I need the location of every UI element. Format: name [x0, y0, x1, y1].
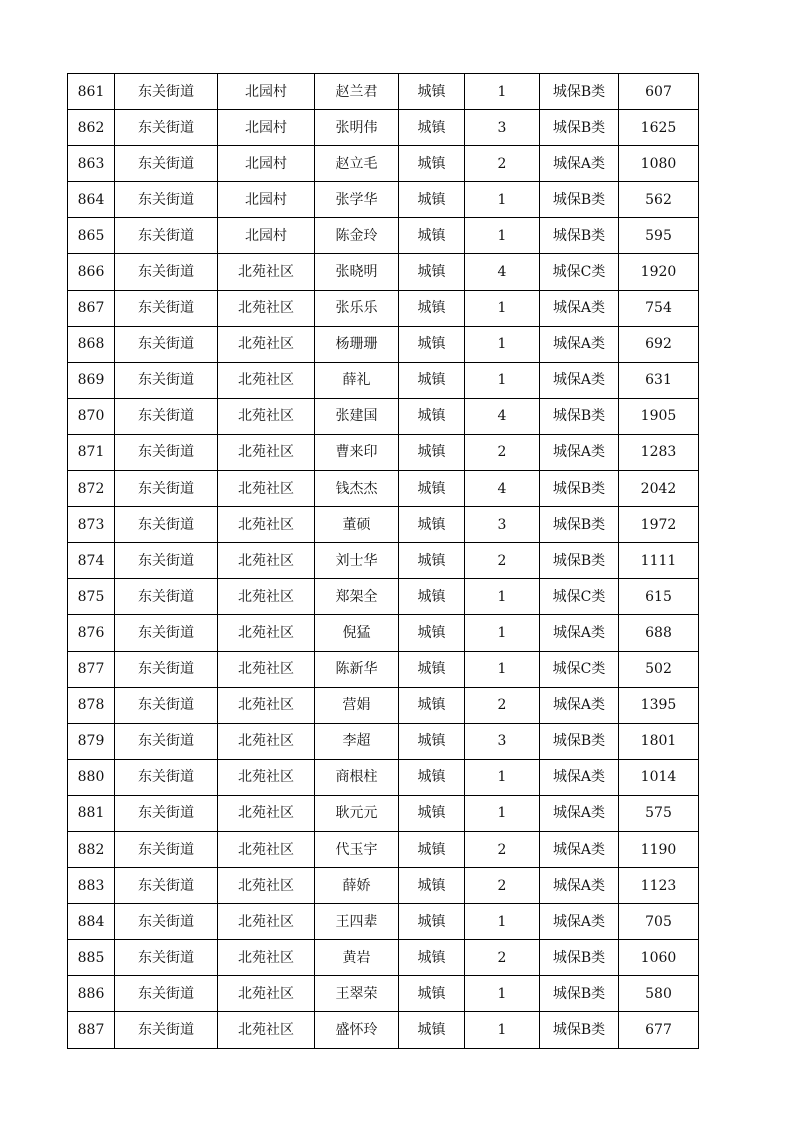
row-number-cell: 874 — [68, 543, 115, 579]
data-table — [67, 73, 699, 1049]
person-name-cell: 薛礼 — [315, 362, 399, 398]
insurance-category-cell: 城保B类 — [540, 1012, 619, 1048]
table-row — [68, 471, 699, 507]
table-row — [68, 398, 699, 434]
area-type-cell: 城镇 — [399, 940, 465, 976]
table-row — [68, 759, 699, 795]
amount-cell: 754 — [619, 290, 699, 326]
amount-cell: 1190 — [619, 831, 699, 867]
street-name-cell: 东关街道 — [115, 831, 218, 867]
household-count-cell: 1 — [465, 290, 540, 326]
amount-cell: 580 — [619, 976, 699, 1012]
insurance-category-cell: 城保A类 — [540, 868, 619, 904]
household-count-cell: 1 — [465, 326, 540, 362]
table-row — [68, 146, 699, 182]
row-number-cell: 885 — [68, 940, 115, 976]
table-row — [68, 940, 699, 976]
community-name-cell: 北苑社区 — [218, 795, 315, 831]
street-name-cell: 东关街道 — [115, 904, 218, 940]
row-number-cell: 886 — [68, 976, 115, 1012]
table-row — [68, 326, 699, 362]
table-row — [68, 904, 699, 940]
amount-cell: 595 — [619, 218, 699, 254]
row-number-cell: 872 — [68, 471, 115, 507]
row-number-cell: 862 — [68, 110, 115, 146]
area-type-cell: 城镇 — [399, 579, 465, 615]
amount-cell: 1123 — [619, 868, 699, 904]
table-row — [68, 182, 699, 218]
amount-cell: 705 — [619, 904, 699, 940]
insurance-category-cell: 城保C类 — [540, 579, 619, 615]
street-name-cell: 东关街道 — [115, 579, 218, 615]
person-name-cell: 薛娇 — [315, 868, 399, 904]
area-type-cell: 城镇 — [399, 146, 465, 182]
person-name-cell: 张明伟 — [315, 110, 399, 146]
person-name-cell: 曹来印 — [315, 434, 399, 470]
area-type-cell: 城镇 — [399, 1012, 465, 1048]
insurance-category-cell: 城保A类 — [540, 831, 619, 867]
community-name-cell: 北园村 — [218, 146, 315, 182]
person-name-cell: 耿元元 — [315, 795, 399, 831]
area-type-cell: 城镇 — [399, 723, 465, 759]
amount-cell: 1905 — [619, 398, 699, 434]
person-name-cell: 张建国 — [315, 398, 399, 434]
person-name-cell: 倪猛 — [315, 615, 399, 651]
community-name-cell: 北苑社区 — [218, 579, 315, 615]
community-name-cell: 北苑社区 — [218, 868, 315, 904]
person-name-cell: 张乐乐 — [315, 290, 399, 326]
household-count-cell: 1 — [465, 1012, 540, 1048]
person-name-cell: 赵兰君 — [315, 74, 399, 110]
insurance-category-cell: 城保A类 — [540, 615, 619, 651]
person-name-cell: 钱杰杰 — [315, 471, 399, 507]
household-count-cell: 1 — [465, 615, 540, 651]
household-count-cell: 2 — [465, 940, 540, 976]
row-number-cell: 882 — [68, 831, 115, 867]
amount-cell: 502 — [619, 651, 699, 687]
household-count-cell: 4 — [465, 471, 540, 507]
table-row — [68, 795, 699, 831]
community-name-cell: 北园村 — [218, 110, 315, 146]
table-row — [68, 507, 699, 543]
household-count-cell: 1 — [465, 182, 540, 218]
community-name-cell: 北苑社区 — [218, 398, 315, 434]
insurance-category-cell: 城保B类 — [540, 110, 619, 146]
insurance-category-cell: 城保A类 — [540, 326, 619, 362]
insurance-category-cell: 城保C类 — [540, 254, 619, 290]
person-name-cell: 盛怀玲 — [315, 1012, 399, 1048]
insurance-category-cell: 城保B类 — [540, 398, 619, 434]
amount-cell: 631 — [619, 362, 699, 398]
street-name-cell: 东关街道 — [115, 507, 218, 543]
community-name-cell: 北苑社区 — [218, 940, 315, 976]
community-name-cell: 北苑社区 — [218, 723, 315, 759]
area-type-cell: 城镇 — [399, 868, 465, 904]
row-number-cell: 878 — [68, 687, 115, 723]
household-count-cell: 1 — [465, 218, 540, 254]
table-body — [68, 74, 699, 1049]
street-name-cell: 东关街道 — [115, 543, 218, 579]
household-count-cell: 2 — [465, 146, 540, 182]
row-number-cell: 864 — [68, 182, 115, 218]
amount-cell: 2042 — [619, 471, 699, 507]
street-name-cell: 东关街道 — [115, 362, 218, 398]
community-name-cell: 北苑社区 — [218, 651, 315, 687]
amount-cell: 1801 — [619, 723, 699, 759]
community-name-cell: 北园村 — [218, 182, 315, 218]
table-row — [68, 254, 699, 290]
household-count-cell: 1 — [465, 976, 540, 1012]
street-name-cell: 东关街道 — [115, 687, 218, 723]
community-name-cell: 北苑社区 — [218, 615, 315, 651]
household-count-cell: 3 — [465, 110, 540, 146]
person-name-cell: 王四辈 — [315, 904, 399, 940]
person-name-cell: 营娟 — [315, 687, 399, 723]
insurance-category-cell: 城保A类 — [540, 434, 619, 470]
street-name-cell: 东关街道 — [115, 218, 218, 254]
street-name-cell: 东关街道 — [115, 976, 218, 1012]
area-type-cell: 城镇 — [399, 904, 465, 940]
street-name-cell: 东关街道 — [115, 1012, 218, 1048]
amount-cell: 1080 — [619, 146, 699, 182]
amount-cell: 607 — [619, 74, 699, 110]
table-row — [68, 831, 699, 867]
household-count-cell: 1 — [465, 362, 540, 398]
amount-cell: 1111 — [619, 543, 699, 579]
amount-cell: 692 — [619, 326, 699, 362]
insurance-category-cell: 城保A类 — [540, 362, 619, 398]
area-type-cell: 城镇 — [399, 651, 465, 687]
person-name-cell: 刘士华 — [315, 543, 399, 579]
table-row — [68, 543, 699, 579]
street-name-cell: 东关街道 — [115, 940, 218, 976]
street-name-cell: 东关街道 — [115, 398, 218, 434]
community-name-cell: 北苑社区 — [218, 254, 315, 290]
community-name-cell: 北苑社区 — [218, 507, 315, 543]
community-name-cell: 北苑社区 — [218, 471, 315, 507]
household-count-cell: 4 — [465, 254, 540, 290]
amount-cell: 1014 — [619, 759, 699, 795]
table-row — [68, 868, 699, 904]
household-count-cell: 2 — [465, 831, 540, 867]
row-number-cell: 863 — [68, 146, 115, 182]
row-number-cell: 884 — [68, 904, 115, 940]
person-name-cell: 赵立毛 — [315, 146, 399, 182]
row-number-cell: 867 — [68, 290, 115, 326]
row-number-cell: 861 — [68, 74, 115, 110]
household-count-cell: 1 — [465, 795, 540, 831]
row-number-cell: 873 — [68, 507, 115, 543]
area-type-cell: 城镇 — [399, 507, 465, 543]
community-name-cell: 北园村 — [218, 74, 315, 110]
community-name-cell: 北园村 — [218, 218, 315, 254]
household-count-cell: 2 — [465, 687, 540, 723]
area-type-cell: 城镇 — [399, 74, 465, 110]
table-row — [68, 615, 699, 651]
row-number-cell: 887 — [68, 1012, 115, 1048]
amount-cell: 1395 — [619, 687, 699, 723]
street-name-cell: 东关街道 — [115, 254, 218, 290]
insurance-category-cell: 城保A类 — [540, 795, 619, 831]
community-name-cell: 北苑社区 — [218, 904, 315, 940]
community-name-cell: 北苑社区 — [218, 543, 315, 579]
area-type-cell: 城镇 — [399, 362, 465, 398]
person-name-cell: 张晓明 — [315, 254, 399, 290]
person-name-cell: 董硕 — [315, 507, 399, 543]
insurance-category-cell: 城保B类 — [540, 940, 619, 976]
area-type-cell: 城镇 — [399, 326, 465, 362]
row-number-cell: 868 — [68, 326, 115, 362]
person-name-cell: 代玉宇 — [315, 831, 399, 867]
table-row — [68, 110, 699, 146]
table-row — [68, 434, 699, 470]
household-count-cell: 1 — [465, 759, 540, 795]
community-name-cell: 北苑社区 — [218, 687, 315, 723]
person-name-cell: 张学华 — [315, 182, 399, 218]
table-row — [68, 976, 699, 1012]
row-number-cell: 866 — [68, 254, 115, 290]
insurance-category-cell: 城保B类 — [540, 543, 619, 579]
area-type-cell: 城镇 — [399, 687, 465, 723]
amount-cell: 677 — [619, 1012, 699, 1048]
row-number-cell: 865 — [68, 218, 115, 254]
insurance-category-cell: 城保B类 — [540, 471, 619, 507]
area-type-cell: 城镇 — [399, 254, 465, 290]
row-number-cell: 870 — [68, 398, 115, 434]
insurance-category-cell: 城保A类 — [540, 146, 619, 182]
street-name-cell: 东关街道 — [115, 146, 218, 182]
row-number-cell: 877 — [68, 651, 115, 687]
table-row — [68, 579, 699, 615]
row-number-cell: 883 — [68, 868, 115, 904]
area-type-cell: 城镇 — [399, 615, 465, 651]
person-name-cell: 陈金玲 — [315, 218, 399, 254]
area-type-cell: 城镇 — [399, 471, 465, 507]
insurance-category-cell: 城保B类 — [540, 218, 619, 254]
row-number-cell: 875 — [68, 579, 115, 615]
street-name-cell: 东关街道 — [115, 326, 218, 362]
community-name-cell: 北苑社区 — [218, 1012, 315, 1048]
street-name-cell: 东关街道 — [115, 615, 218, 651]
household-count-cell: 2 — [465, 868, 540, 904]
street-name-cell: 东关街道 — [115, 290, 218, 326]
street-name-cell: 东关街道 — [115, 74, 218, 110]
table-row — [68, 1012, 699, 1048]
community-name-cell: 北苑社区 — [218, 434, 315, 470]
insurance-category-cell: 城保A类 — [540, 759, 619, 795]
household-count-cell: 1 — [465, 651, 540, 687]
insurance-category-cell: 城保B类 — [540, 723, 619, 759]
area-type-cell: 城镇 — [399, 759, 465, 795]
household-count-cell: 2 — [465, 434, 540, 470]
household-count-cell: 3 — [465, 723, 540, 759]
person-name-cell: 商根柱 — [315, 759, 399, 795]
row-number-cell: 876 — [68, 615, 115, 651]
table-row — [68, 290, 699, 326]
insurance-category-cell: 城保B类 — [540, 976, 619, 1012]
amount-cell: 562 — [619, 182, 699, 218]
table-row — [68, 687, 699, 723]
street-name-cell: 东关街道 — [115, 434, 218, 470]
area-type-cell: 城镇 — [399, 434, 465, 470]
street-name-cell: 东关街道 — [115, 868, 218, 904]
area-type-cell: 城镇 — [399, 110, 465, 146]
person-name-cell: 王翠荣 — [315, 976, 399, 1012]
person-name-cell: 黄岩 — [315, 940, 399, 976]
community-name-cell: 北苑社区 — [218, 362, 315, 398]
person-name-cell: 李超 — [315, 723, 399, 759]
household-count-cell: 4 — [465, 398, 540, 434]
household-count-cell: 1 — [465, 904, 540, 940]
amount-cell: 575 — [619, 795, 699, 831]
insurance-category-cell: 城保A类 — [540, 290, 619, 326]
street-name-cell: 东关街道 — [115, 759, 218, 795]
row-number-cell: 880 — [68, 759, 115, 795]
street-name-cell: 东关街道 — [115, 723, 218, 759]
insurance-category-cell: 城保A类 — [540, 687, 619, 723]
community-name-cell: 北苑社区 — [218, 290, 315, 326]
area-type-cell: 城镇 — [399, 976, 465, 1012]
area-type-cell: 城镇 — [399, 543, 465, 579]
community-name-cell: 北苑社区 — [218, 326, 315, 362]
insurance-category-cell: 城保B类 — [540, 507, 619, 543]
street-name-cell: 东关街道 — [115, 110, 218, 146]
household-count-cell: 1 — [465, 74, 540, 110]
table-row — [68, 723, 699, 759]
household-count-cell: 3 — [465, 507, 540, 543]
street-name-cell: 东关街道 — [115, 651, 218, 687]
street-name-cell: 东关街道 — [115, 182, 218, 218]
community-name-cell: 北苑社区 — [218, 759, 315, 795]
area-type-cell: 城镇 — [399, 795, 465, 831]
household-count-cell: 2 — [465, 543, 540, 579]
amount-cell: 688 — [619, 615, 699, 651]
amount-cell: 1972 — [619, 507, 699, 543]
amount-cell: 1920 — [619, 254, 699, 290]
amount-cell: 1625 — [619, 110, 699, 146]
area-type-cell: 城镇 — [399, 398, 465, 434]
person-name-cell: 杨珊珊 — [315, 326, 399, 362]
community-name-cell: 北苑社区 — [218, 831, 315, 867]
table-row — [68, 74, 699, 110]
household-count-cell: 1 — [465, 579, 540, 615]
street-name-cell: 东关街道 — [115, 471, 218, 507]
insurance-category-cell: 城保A类 — [540, 904, 619, 940]
row-number-cell: 881 — [68, 795, 115, 831]
area-type-cell: 城镇 — [399, 218, 465, 254]
table-row — [68, 651, 699, 687]
amount-cell: 1283 — [619, 434, 699, 470]
row-number-cell: 871 — [68, 434, 115, 470]
person-name-cell: 郑架全 — [315, 579, 399, 615]
area-type-cell: 城镇 — [399, 182, 465, 218]
insurance-category-cell: 城保B类 — [540, 182, 619, 218]
area-type-cell: 城镇 — [399, 290, 465, 326]
insurance-category-cell: 城保C类 — [540, 651, 619, 687]
amount-cell: 1060 — [619, 940, 699, 976]
person-name-cell: 陈新华 — [315, 651, 399, 687]
community-name-cell: 北苑社区 — [218, 976, 315, 1012]
insurance-category-cell: 城保B类 — [540, 74, 619, 110]
amount-cell: 615 — [619, 579, 699, 615]
area-type-cell: 城镇 — [399, 831, 465, 867]
table-row — [68, 218, 699, 254]
row-number-cell: 879 — [68, 723, 115, 759]
street-name-cell: 东关街道 — [115, 795, 218, 831]
row-number-cell: 869 — [68, 362, 115, 398]
table-row — [68, 362, 699, 398]
